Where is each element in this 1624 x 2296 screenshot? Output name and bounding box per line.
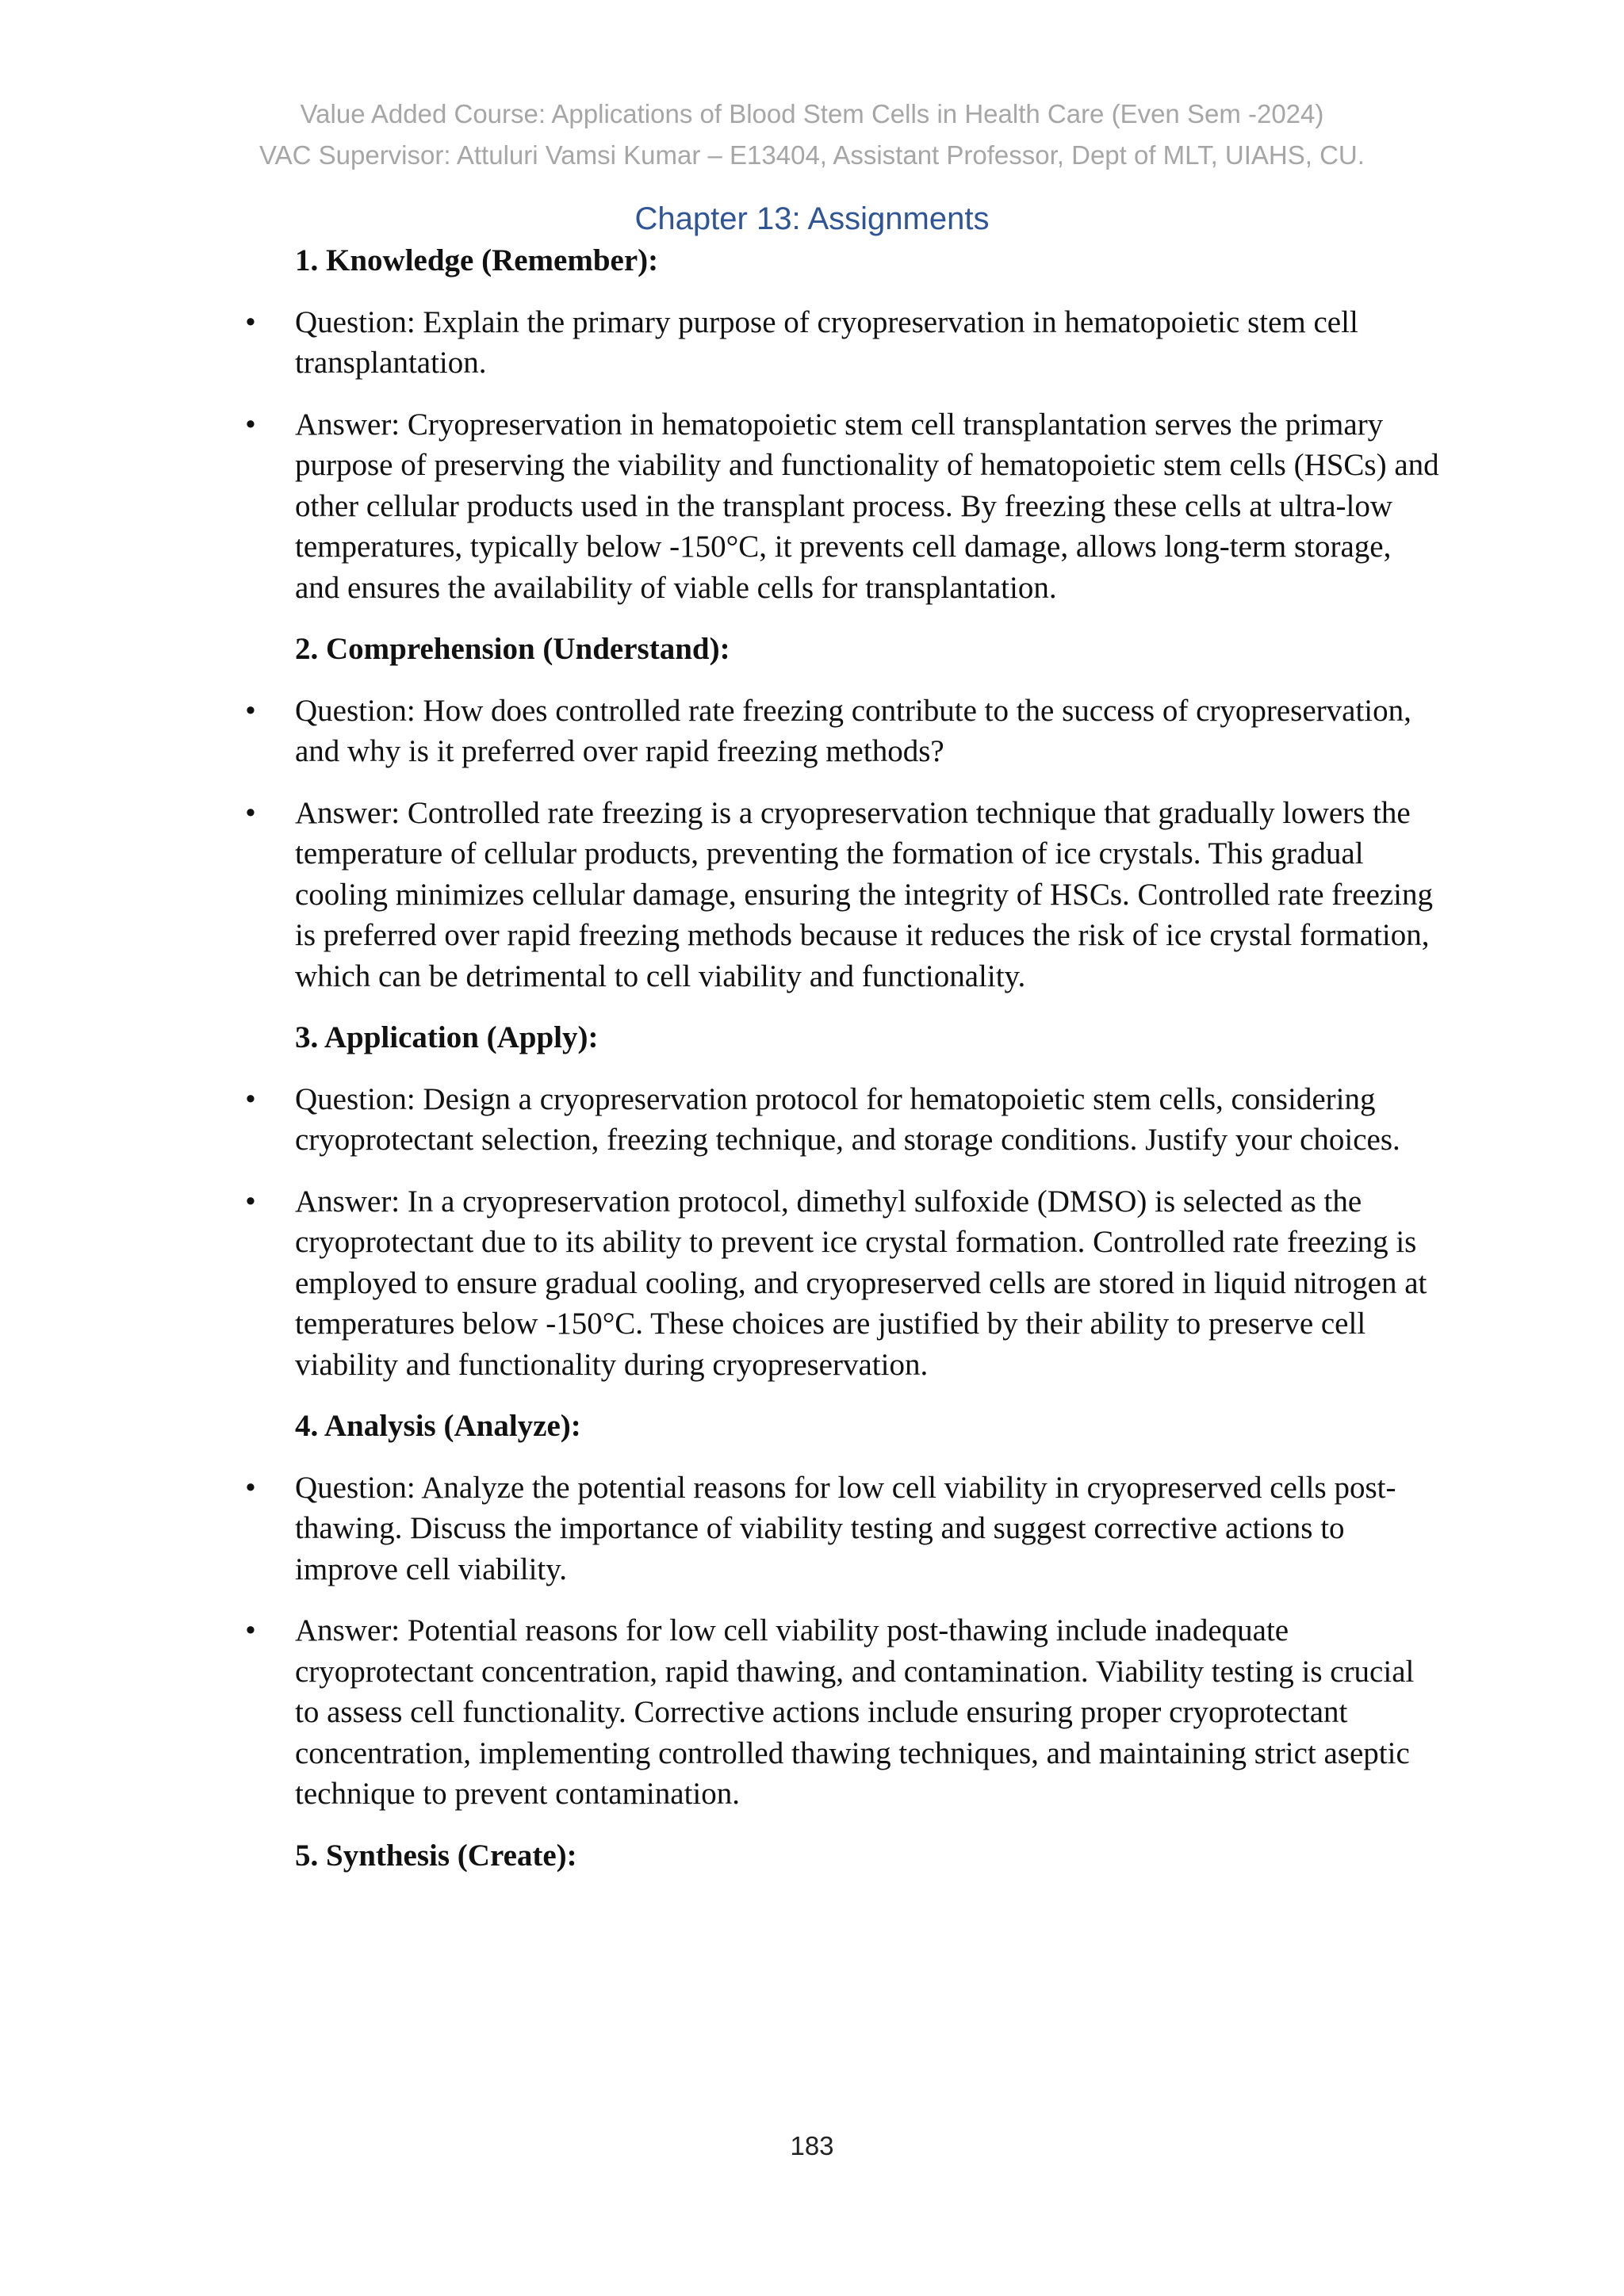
question-text: Question: Design a cryopreservation protocol for hematopoietic stem cells, considering cryoprotectant selection, freezing technique, and storage conditions. Justify your choices. [295,1081,1400,1157]
answer-item [238,1610,1443,1815]
answer-text: Answer: In a cryopreservation protocol, dimethyl sulfoxide (DMSO) is selected as the cryoprotectant due to its ability to prevent ice crystal formation. Controlled rate freezing is employed to ensure gradual cooling, and cryopreserved cells are stored in liquid nitrogen at temperatures below -150°C. These choices are justified by their ability to preserve cell viability and functionality during cryopreservation. [295,1184,1427,1382]
bullet-icon: • [245,1470,256,1505]
answer-text: Answer: Controlled rate freezing is a cryopreservation technique that gradually lowers the temperature of cellular products, preventing the formation of ice crystals. This gradual cooling minimizes cellular damage, ensuring the integrity of HSCs. Controlled rate freezing is preferred over rapid freezing methods because it reduces the risk of ice crystal formation, which can be detrimental to cell viability and functionality. [295,795,1434,993]
question-item [238,1468,1443,1590]
question-item [238,691,1443,772]
question-text: Question: Explain the primary purpose of cryopreservation in hematopoietic stem cell transplantation. [295,304,1358,380]
question-item [238,1079,1443,1161]
question-item [238,302,1443,384]
bullet-icon: • [245,1613,256,1647]
bullet-icon: • [245,795,256,830]
page-number: 183 [790,2131,834,2160]
section-heading: 3. Application (Apply): [295,1020,599,1054]
bullet-icon: • [245,304,256,339]
question-text: Question: How does controlled rate freezing contribute to the success of cryopreservation, and why is it preferred over rapid freezing methods? [295,693,1411,768]
bullet-icon: • [245,1184,256,1219]
assignment-content [238,240,1443,1896]
bullet-icon: • [245,407,256,442]
header-supervisor-line: VAC Supervisor: Attuluri Vamsi Kumar – E13404, Assistant Professor, Dept of MLT, UIAHS, CU. [259,140,1365,170]
answer-item [238,1181,1443,1386]
bullet-icon: • [245,693,256,728]
question-text: Question: Analyze the potential reasons for low cell viability in cryopreserved cells post-thawing. Discuss the importance of viability testing and suggest corrective actions to improve cell viability. [295,1470,1396,1586]
answer-item [238,404,1443,609]
header-course-line: Value Added Course: Applications of Blood Stem Cells in Health Care (Even Sem -2024) [300,99,1324,128]
answer-item [238,793,1443,997]
answer-text: Answer: Cryopreservation in hematopoietic stem cell transplantation serves the primary purpose of preserving the viability and functionality of hematopoietic stem cells (HSCs) and other cellular products used in the transplant process. By freezing these cells at ultra-low temperatures, typically below -150°C, it prevents cell damage, allows long-term storage, and ensures the availability of viable cells for transplantation. [295,407,1439,605]
chapter-title: Chapter 13: Assignments [634,201,990,236]
section-heading: 4. Analysis (Analyze): [295,1409,581,1443]
running-header [0,94,1624,176]
answer-text: Answer: Potential reasons for low cell viability post-thawing include inadequate cryoprotectant concentration, rapid thawing, and contamination. Viability testing is crucial to assess cell functionality. Corrective actions include ensuring proper cryoprotectant concentration, implementing controlled thawing techniques, and maintaining strict aseptic technique to prevent contamination. [295,1613,1415,1811]
section-heading: 1. Knowledge (Remember): [295,243,659,277]
section-heading: 2. Comprehension (Understand): [295,632,730,666]
bullet-icon: • [245,1081,256,1116]
section-heading: 5. Synthesis (Create): [295,1838,577,1873]
